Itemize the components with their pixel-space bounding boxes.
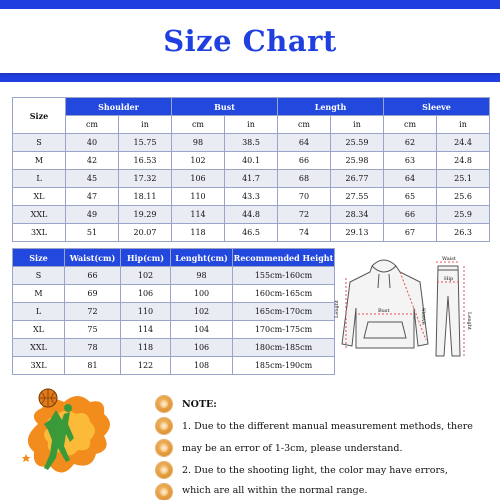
size-cell: M — [13, 152, 66, 170]
table-cell: 74 — [278, 224, 331, 242]
table-cell: 66 — [278, 152, 331, 170]
table-cell: 104 — [171, 321, 233, 339]
table-cell: 25.59 — [331, 134, 384, 152]
note-bullet — [156, 396, 172, 412]
table-cell: 16.53 — [119, 152, 172, 170]
table-cell: 185cm-190cm — [233, 357, 335, 375]
waist-header: Waist(cm) — [65, 249, 121, 267]
size-cell: M — [13, 285, 65, 303]
table-cell: 41.7 — [225, 170, 278, 188]
table-cell: 24.4 — [437, 134, 490, 152]
table-cell: 106 — [121, 285, 171, 303]
table-cell: 98 — [172, 134, 225, 152]
note-line-1: 1. Due to the different manual measurement methods, there — [182, 421, 473, 432]
table-cell: 68 — [278, 170, 331, 188]
table-cell: 63 — [384, 152, 437, 170]
table-cell: 25.6 — [437, 188, 490, 206]
table-cell: 27.55 — [331, 188, 384, 206]
garment-size-table — [12, 97, 490, 242]
table-cell: 51 — [66, 224, 119, 242]
note-line-2: may be an error of 1-3cm, please understand. — [182, 443, 403, 454]
table-cell: 72 — [278, 206, 331, 224]
hip-header: Hip(cm) — [121, 249, 171, 267]
sleeve-header: Sleeve — [384, 98, 490, 116]
pants-size-table — [12, 248, 335, 375]
table-cell: 40.1 — [225, 152, 278, 170]
size-header: Size — [13, 249, 65, 267]
bust-header: Bust — [172, 98, 278, 116]
note-bullet — [156, 418, 172, 434]
table-cell: 28.34 — [331, 206, 384, 224]
table-cell: 49 — [66, 206, 119, 224]
unit-cell: cm — [66, 116, 119, 134]
table-cell: 18.11 — [119, 188, 172, 206]
table-cell: 180cm-185cm — [233, 339, 335, 357]
size-cell: XXL — [13, 339, 65, 357]
table-cell: 46.5 — [225, 224, 278, 242]
hoodie-length-label: Lenght — [334, 300, 340, 318]
table-row — [13, 224, 490, 242]
table-cell: 40 — [66, 134, 119, 152]
table-cell: 67 — [384, 224, 437, 242]
table-cell: 100 — [171, 285, 233, 303]
table-cell: 155cm-160cm — [233, 267, 335, 285]
size-cell: S — [13, 134, 66, 152]
size-header-cell: Size — [13, 98, 66, 134]
table-cell: 122 — [121, 357, 171, 375]
table-row — [13, 339, 335, 357]
unit-cell: in — [225, 116, 278, 134]
table-cell: 47 — [66, 188, 119, 206]
size-cell: L — [13, 170, 66, 188]
table-cell: 64 — [384, 170, 437, 188]
table-row — [13, 267, 335, 285]
table-cell: 114 — [172, 206, 225, 224]
table-cell: 108 — [171, 357, 233, 375]
size-cell: 3XL — [13, 357, 65, 375]
table-cell: 160cm-165cm — [233, 285, 335, 303]
measurement-illustrations — [334, 252, 490, 372]
notes-section — [8, 384, 492, 496]
title-banner — [0, 0, 500, 82]
size-cell: XL — [13, 321, 65, 339]
table-row — [13, 285, 335, 303]
table-cell: 165cm-170cm — [233, 303, 335, 321]
size-cell: XL — [13, 188, 66, 206]
table-cell: 118 — [172, 224, 225, 242]
table-cell: 44.8 — [225, 206, 278, 224]
size-cell: S — [13, 267, 65, 285]
table-cell: 42 — [66, 152, 119, 170]
table-cell: 66 — [65, 267, 121, 285]
size-cell: L — [13, 303, 65, 321]
shoulder-header: Shoulder — [66, 98, 172, 116]
note-line-3: 2. Due to the shooting light, the color may have errors, — [182, 465, 448, 476]
note-bullet — [156, 462, 172, 478]
table-row — [13, 357, 335, 375]
table-cell: 102 — [172, 152, 225, 170]
table-cell: 170cm-175cm — [233, 321, 335, 339]
table-row — [13, 206, 490, 224]
table-cell: 25.1 — [437, 170, 490, 188]
table-cell: 102 — [121, 267, 171, 285]
table-cell: 29.13 — [331, 224, 384, 242]
unit-cell: cm — [172, 116, 225, 134]
basketball-player-logo — [8, 384, 128, 494]
pants-waist-label: Waist — [442, 256, 456, 262]
table-row — [13, 188, 490, 206]
note-heading: NOTE: — [182, 399, 217, 410]
table-cell: 114 — [121, 321, 171, 339]
table-cell: 110 — [121, 303, 171, 321]
table-cell: 38.5 — [225, 134, 278, 152]
table-row — [13, 170, 490, 188]
unit-cell: in — [437, 116, 490, 134]
pants-length-label: Lenght — [466, 312, 472, 330]
table-cell: 72 — [65, 303, 121, 321]
table-cell: 102 — [171, 303, 233, 321]
table-cell: 75 — [65, 321, 121, 339]
table-cell: 70 — [278, 188, 331, 206]
table-cell: 45 — [66, 170, 119, 188]
size-cell: XXL — [13, 206, 66, 224]
table-cell: 65 — [384, 188, 437, 206]
table-cell: 26.77 — [331, 170, 384, 188]
table-cell: 19.29 — [119, 206, 172, 224]
table-cell: 106 — [171, 339, 233, 357]
table-cell: 78 — [65, 339, 121, 357]
table-cell: 69 — [65, 285, 121, 303]
table-cell: 118 — [121, 339, 171, 357]
size-cell: 3XL — [13, 224, 66, 242]
unit-cell: cm — [278, 116, 331, 134]
note-bullet — [156, 484, 172, 500]
table-cell: 17.32 — [119, 170, 172, 188]
note-line-4: which are all within the normal range. — [182, 485, 368, 496]
table-cell: 81 — [65, 357, 121, 375]
table-cell: 98 — [171, 267, 233, 285]
table-cell: 110 — [172, 188, 225, 206]
unit-cell: in — [331, 116, 384, 134]
table-cell: 25.9 — [437, 206, 490, 224]
table-row — [13, 303, 335, 321]
table-cell: 64 — [278, 134, 331, 152]
title-banner-inner — [0, 9, 500, 73]
page-title: Size Chart — [163, 24, 337, 58]
table-row — [13, 321, 335, 339]
hoodie-sleeve-label: Sleeve — [420, 308, 426, 325]
hoodie-bust-label: Bust — [378, 308, 390, 314]
table-cell: 20.07 — [119, 224, 172, 242]
length-header: Length — [278, 98, 384, 116]
unit-cell: cm — [384, 116, 437, 134]
hoodie-illustration — [342, 260, 428, 348]
note-bullet — [156, 440, 172, 456]
table-cell: 15.75 — [119, 134, 172, 152]
table-cell: 24.8 — [437, 152, 490, 170]
table-row — [13, 134, 490, 152]
table-cell: 43.3 — [225, 188, 278, 206]
table-cell: 66 — [384, 206, 437, 224]
length-header: Lenght(cm) — [171, 249, 233, 267]
pants-hip-label: Hip — [444, 276, 454, 282]
table-row — [13, 152, 490, 170]
table-cell: 106 — [172, 170, 225, 188]
table-cell: 26.3 — [437, 224, 490, 242]
recommended-height-header: Recommended Height — [233, 249, 335, 267]
table-cell: 25.98 — [331, 152, 384, 170]
unit-cell: in — [119, 116, 172, 134]
table-cell: 62 — [384, 134, 437, 152]
